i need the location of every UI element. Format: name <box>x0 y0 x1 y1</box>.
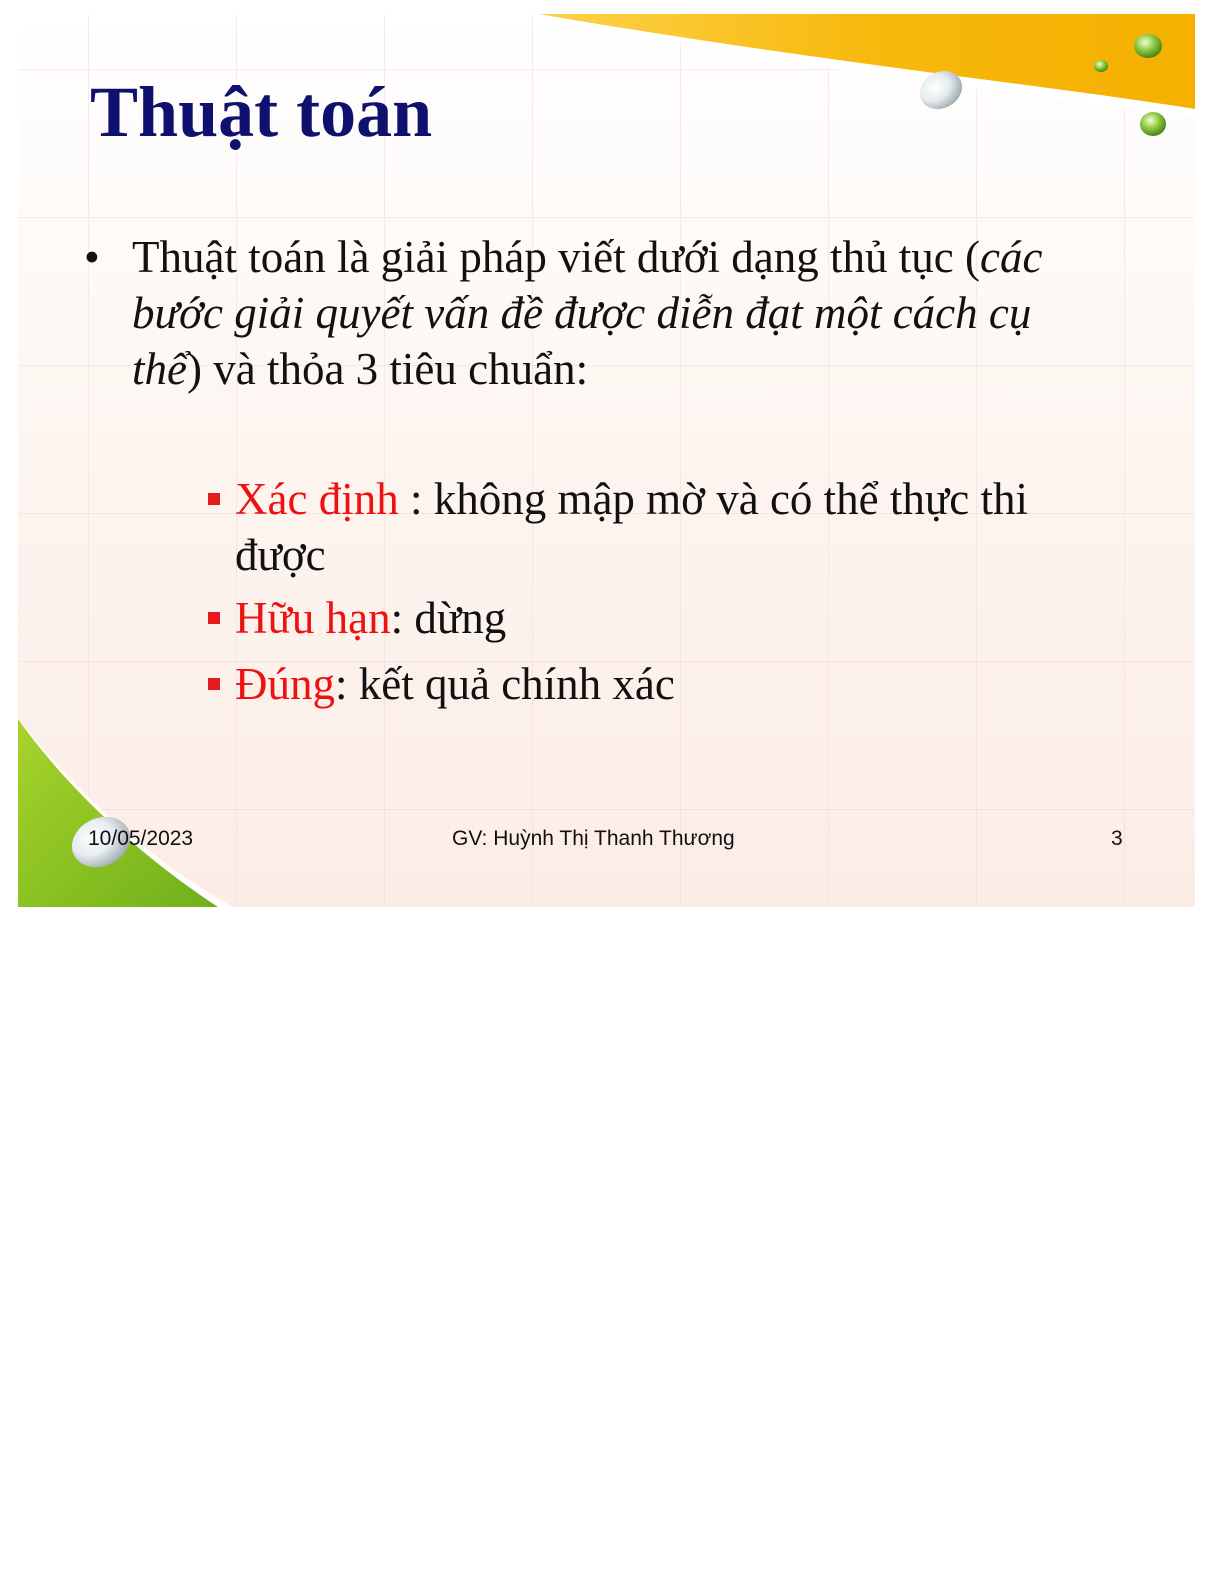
criterion-term: Đúng <box>235 659 335 709</box>
square-bullet-icon <box>208 493 220 505</box>
square-bullet-icon <box>208 678 220 690</box>
criterion-term: Xác định <box>235 474 399 524</box>
square-bullet-icon <box>208 612 220 624</box>
criterion-description: : kết quả chính xác <box>335 659 675 709</box>
criterion-description: : dừng <box>390 593 507 643</box>
footer-date: 10/05/2023 <box>88 827 194 850</box>
bullet-italic-text: các bước giải quyết vấn đề được diễn đạt một cách cụ thể <box>132 232 1043 394</box>
bullet-dot-icon: • <box>84 232 100 282</box>
main-bullet-text <box>132 229 1082 397</box>
criterion-term: Hữu hạn <box>235 593 391 643</box>
slide-title: Thuật toán <box>90 72 433 152</box>
footer-page-number: 3 <box>1111 827 1123 850</box>
slide <box>18 14 1195 907</box>
green-swoosh-shape <box>18 719 218 907</box>
bullet-text-part: ) và thỏa 3 tiêu chuẩn: <box>186 344 589 394</box>
footer-author: GV: Huỳnh Thị Thanh Thương <box>452 827 735 850</box>
bullet-text-part: Thuật toán là giải pháp viết dưới dạng thủ tục ( <box>132 232 980 282</box>
criterion-description: : không mập mờ và có thể thực thi được <box>235 474 1029 580</box>
